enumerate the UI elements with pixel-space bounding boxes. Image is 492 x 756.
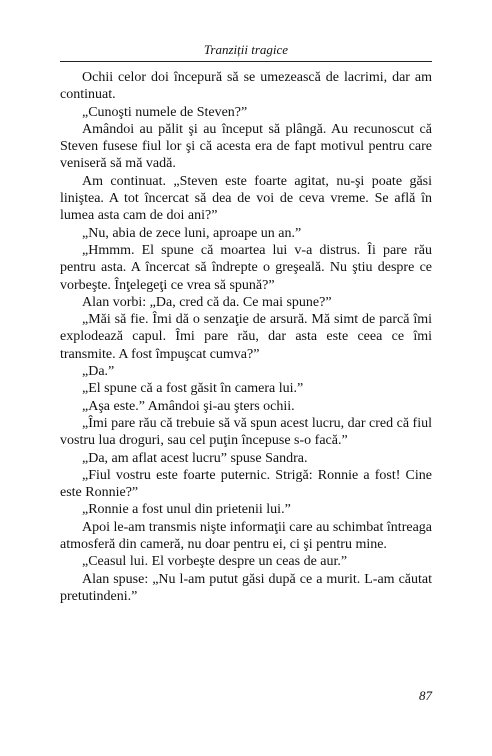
paragraph: Alan spuse: „Nu l-am putut găsi după ce a murit. L-am căutat pretutindeni.” — [60, 571, 432, 604]
paragraph: „El spune că a fost găsit în camera lui.” — [82, 381, 304, 397]
paragraph: „Da.” — [82, 364, 115, 380]
body-text — [60, 69, 432, 605]
paragraph: Amândoi au pălit şi au început să plângă. Au recunoscut că Steven fusese fiul lor şi că acesta era de fapt motivul pentru care veniseră să mă vadă. — [60, 121, 432, 172]
header-rule — [60, 61, 432, 62]
running-header: Tranziții tragice — [203, 42, 289, 57]
page-number: 87 — [419, 688, 432, 703]
paragraph: „Fiul vostru este foarte puternic. Strigă: Ronnie a fost! Cine este Ronnie?” — [60, 467, 432, 501]
paragraph: Apoi le-am transmis nişte informaţii care au schimbat întreaga atmosferă din cameră, nu doar pentru ei, ci şi pentru mine. — [60, 519, 432, 553]
paragraph: „Măi să fie. Îmi dă o senzaţie de arsură. Mă simt de parcă îmi explodează capul. Îmi pare rău, dar asta este ceea ce îmi transmite. A fost împuşcat cumva?” — [60, 312, 432, 362]
paragraph: „Ronnie a fost unul din prietenii lui.” — [82, 502, 291, 518]
paragraph: „Nu, abia de zece luni, aproape un an.” — [82, 225, 302, 241]
paragraph: „Îmi pare rău că trebuie să vă spun acest lucru, dar cred că fiul vostru lua droguri, sau cel puţin începuse s-o facă.” — [60, 415, 432, 449]
paragraph: „Cunoşti numele de Steven?” — [82, 104, 248, 120]
paragraph: Alan vorbi: „Da, cred că da. Ce mai spune?” — [82, 294, 332, 310]
paragraph: „Da, am aflat acest lucru” spuse Sandra. — [82, 450, 308, 466]
paragraph: Ochii celor doi începură să se umezească de lacrimi, dar am continuat. — [60, 70, 432, 103]
paragraph: „Ceasul lui. El vorbeşte despre un ceas de aur.” — [82, 554, 348, 570]
paragraph: „Hmmm. El spune că moartea lui v-a distrus. Îi pare rău pentru asta. A încercat să îndrepte o greşeală. Nu ştiu despre ce vorbeşte. Înţelegeţi ce vrea să spună?” — [60, 242, 432, 293]
paragraph: „Aşa este.” Amândoi şi-au şters ochii. — [82, 398, 295, 414]
paragraph: Am continuat. „Steven este foarte agitat, nu-şi poate găsi liniştea. A tot încercat să dea de voi de ceva vreme. Se află în lumea asta cam de doi ani?” — [60, 173, 432, 224]
